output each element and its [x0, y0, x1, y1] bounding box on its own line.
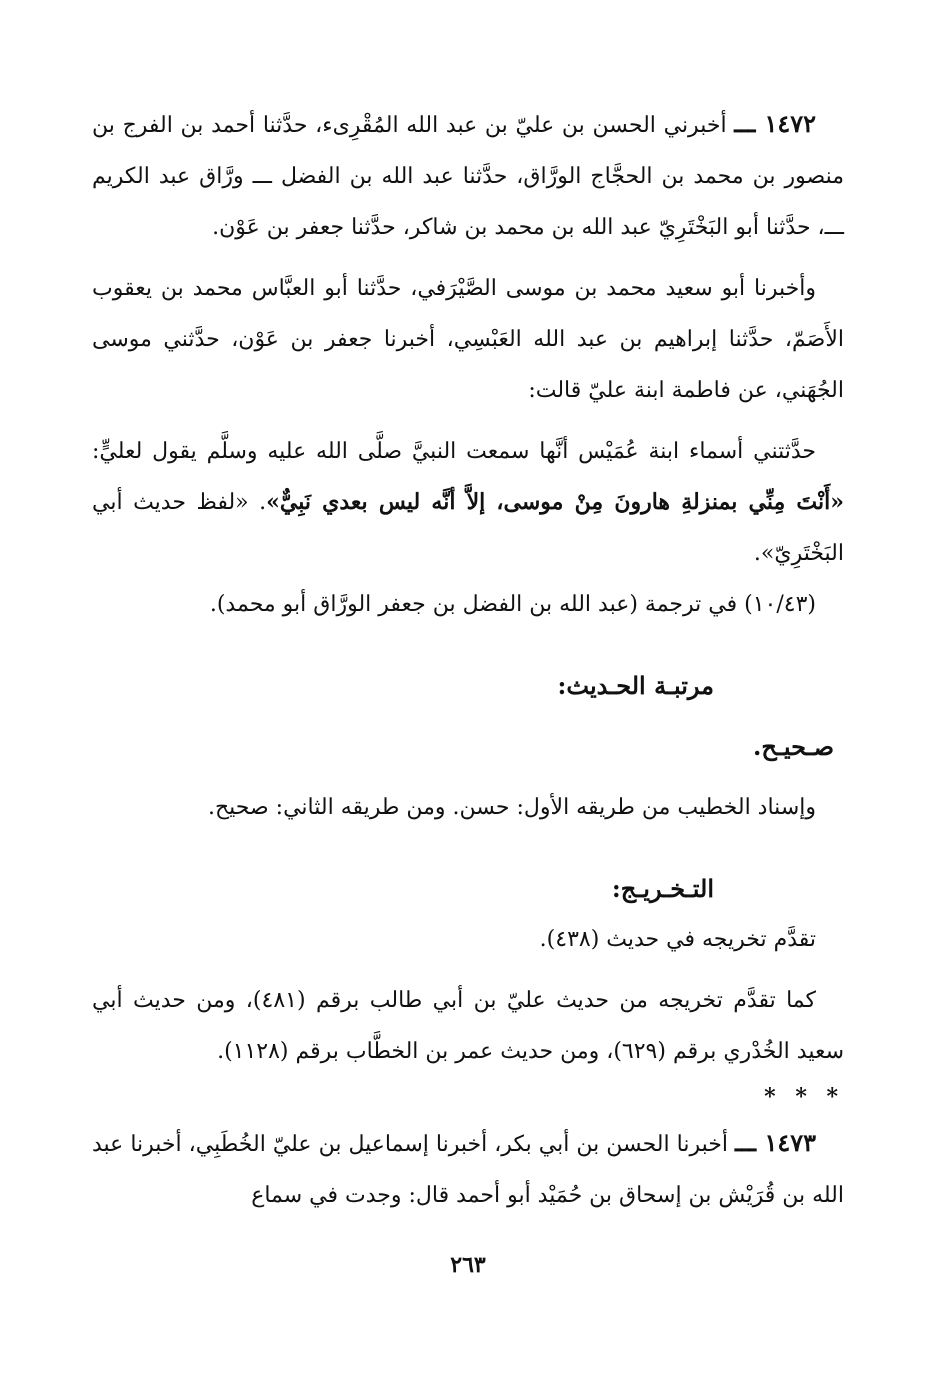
grading-heading: مرتبـة الحـديث: — [557, 671, 714, 700]
isnad-text: أخبرني الحسن بن عليّ بن عبد الله المُقْرِىء، حدَّثنا أحمد بن الفرج بن منصور بن محمد بن الحجَّاج الورَّاق، حدَّثنا عبد الله بن الفضل ـــ ورَّاق عبد الكريم ـــ، حدَّثنا أبو البَخْتَرِيّ عبد الله بن محمد بن شاكر، حدَّثنا جعفر بن عَوْن. — [92, 113, 844, 240]
page-number: ٢٦٣ — [450, 1252, 486, 1278]
matn-quote: «أَنْتَ مِنِّي بمنزلةِ هارونَ مِنْ موسى، إلاَّ أنَّه ليس بعدي نَبِيٌّ» — [266, 489, 845, 515]
hadith-1473-chain — [92, 1117, 844, 1221]
section-separator: * * * — [764, 1084, 844, 1110]
grading-detail: وإسناد الخطيب من طريقه الأول: حسن. ومن طريقه الثاني: صحيح. — [207, 795, 816, 820]
takhrij-heading: التـخـريـج: — [611, 874, 714, 903]
matn-intro: حدَّثتني أسماء ابنة عُمَيْس أنَّها سمعت النبيَّ صلَّى الله عليه وسلَّم يقول لعليٍّ: — [92, 439, 816, 464]
hadith-1472-matn — [92, 426, 844, 579]
isnad-text: أخبرنا الحسن بن أبي بكر، أخبرنا إسماعيل بن عليّ الخُطَبِي، أخبرنا عبد الله بن قُرَيْش بن إسحاق بن حُمَيْد أبو أحمد قال: وجدت في سماع — [92, 1132, 844, 1208]
hadith-1472-chain-2: وأخبرنا أبو سعيد محمد بن موسى الصَّيْرَفي، حدَّثنا أبو العبَّاس محمد بن يعقوب الأَصَمّ، حدَّثنا إبراهيم بن عبد الله العَبْسِي، أخبرنا جعفر بن عَوْن، حدَّثني موسى الجُهَني، عن فاطمة ابنة عليّ قالت: — [92, 276, 844, 403]
page-body — [92, 98, 844, 1221]
takhrij-line-2: كما تقدَّم تخريجه من حديث عليّ بن أبي طالب برقم (٤٨١)، ومن حديث أبي سعيد الخُدْري برقم (٦٢٩)، ومن حديث عمر بن الخطَّاب برقم (١١٢٨). — [92, 988, 844, 1064]
source-reference: (١٠/٤٣) في ترجمة (عبد الله بن الفضل بن جعفر الورَّاق أبو محمد). — [209, 592, 816, 617]
hadith-number: ١٤٧٣ ـــ — [734, 1128, 817, 1157]
takhrij-line-1: تقدَّم تخريجه في حديث (٤٣٨). — [539, 927, 816, 952]
matn-outro: . «لفظ حديث أبي البَخْتَرِيّ». — [92, 490, 844, 566]
hadith-number: ١٤٧٢ ـــ — [734, 109, 816, 138]
grading-verdict: صـحيـح. — [752, 732, 834, 761]
hadith-1472-chain-1 — [92, 98, 844, 253]
